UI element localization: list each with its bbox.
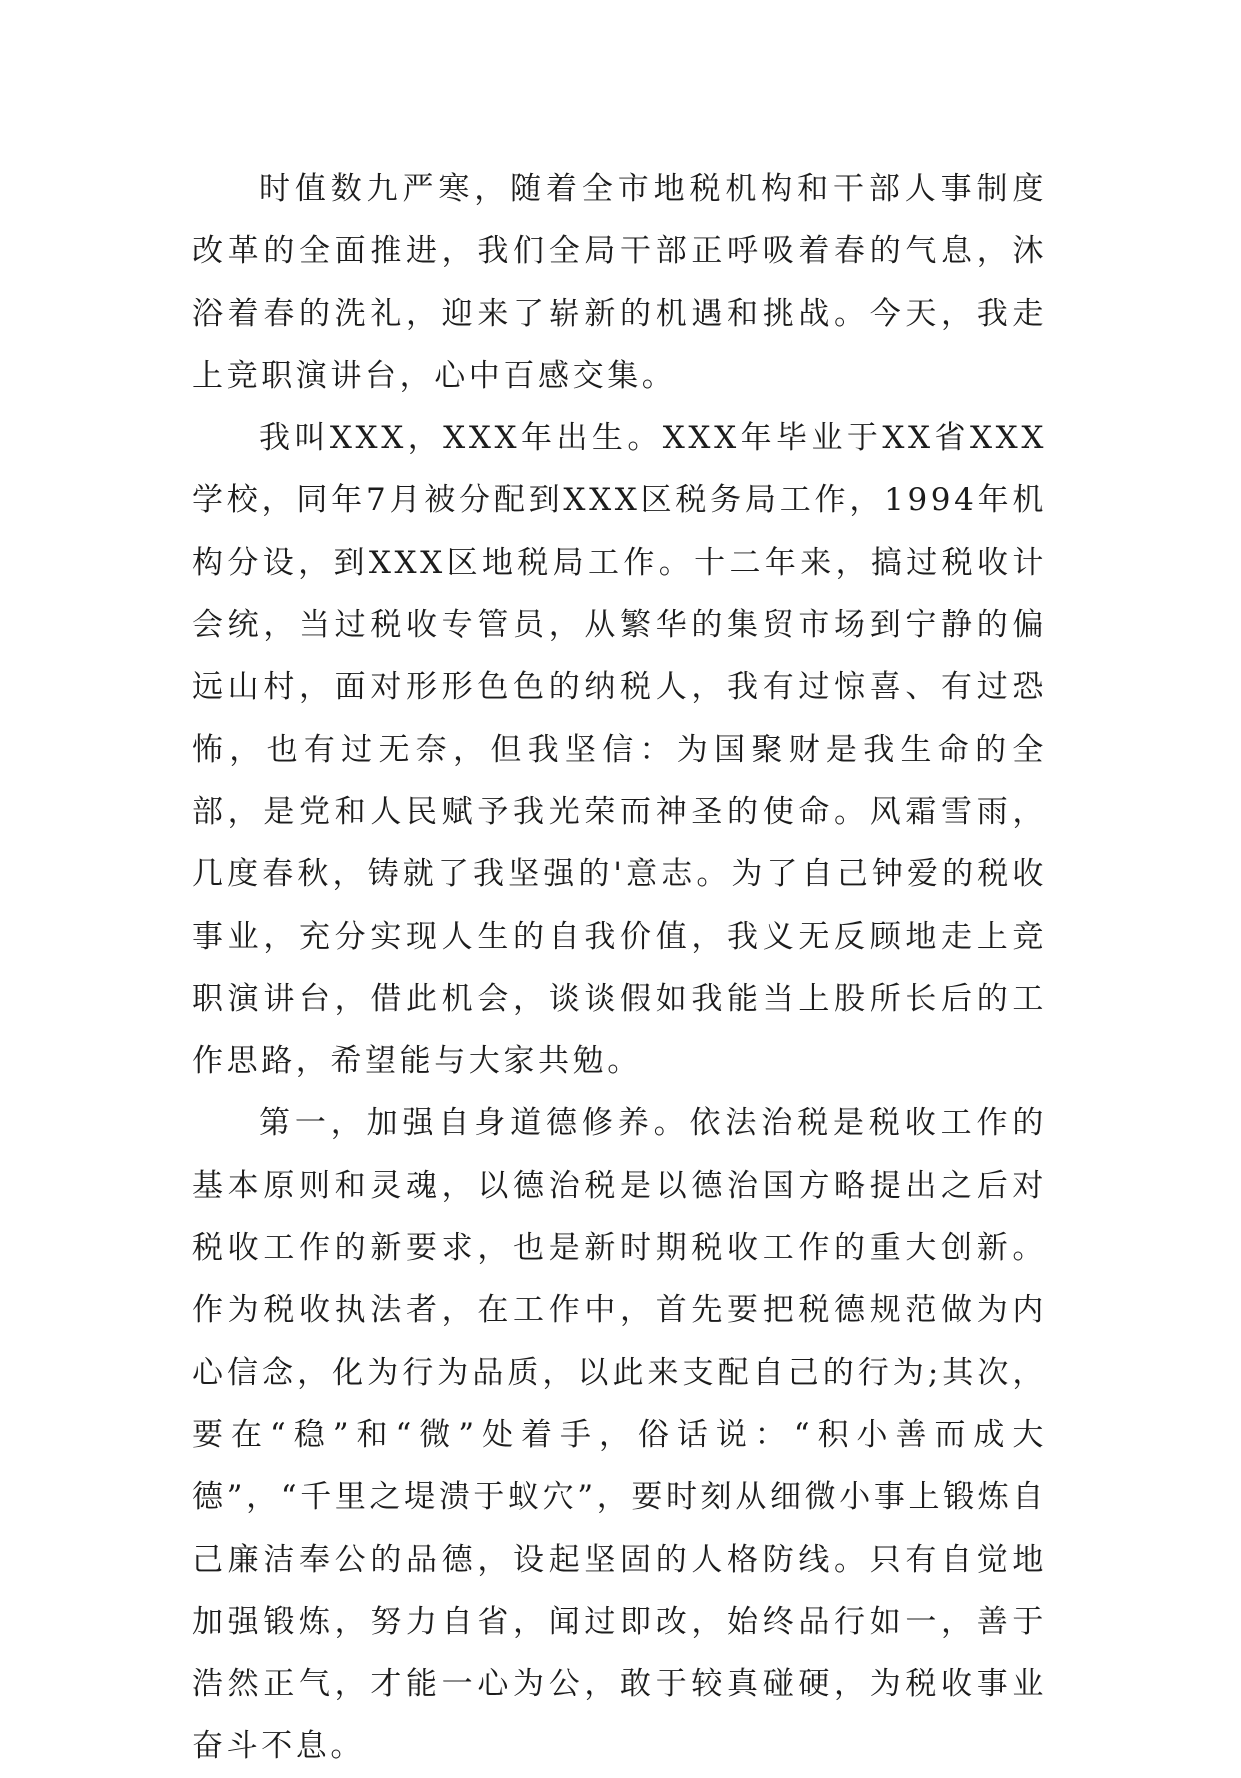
paragraph-first-point: 第一，加强自身道德修养。依法治税是税收工作的基本原则和灵魂，以德治税是以德治国方略提出之后对税收工作的新要求，也是新时期税收工作的重大创新。作为税收执法者，在工作中，首先要把税德规范做为内心信念，化为行为品质，以此来支配自己的行为;其次，要在“稳”和“微”处着手，俗话说：“积小善而成大德”，“千里之堤溃于蚁穴”，要时刻从细微小事上锻炼自己廉洁奉公的品德，设起坚固的人格防线。只有自觉地加强锻炼，努力自省，闻过即改，始终品行如一，善于浩然正气，才能一心为公，敢于较真碰硬，为税收事业奋斗不息。 [192,1105,1047,1765]
document-body [192,158,1047,1778]
paragraph-background: 我叫XXX，XXX年出生。XXX年毕业于XX省XXX学校，同年7月被分配到XXX区税务局工作，1994年机构分设，到XXX区地税局工作。十二年来，搞过税收计会统，当过税收专管员，从繁华的集贸市场到宁静的偏远山村，面对形形色色的纳税人，我有过惊喜、有过恐怖，也有过无奈，但我坚信：为国聚财是我生命的全部，是党和人民赋予我光荣而神圣的使命。风霜雪雨，几度春秋，铸就了我坚强的'意志。为了自己钟爱的税收事业，充分实现人生的自我价值，我义无反顾地走上竞职演讲台，借此机会，谈谈假如我能当上股所长后的工作思路，希望能与大家共勉。 [192,420,1047,1080]
paragraph-intro: 时值数九严寒，随着全市地税机构和干部人事制度改革的全面推进，我们全局干部正呼吸着春的气息，沐浴着春的洗礼，迎来了崭新的机遇和挑战。今天，我走上竞职演讲台，心中百感交集。 [192,171,1047,394]
